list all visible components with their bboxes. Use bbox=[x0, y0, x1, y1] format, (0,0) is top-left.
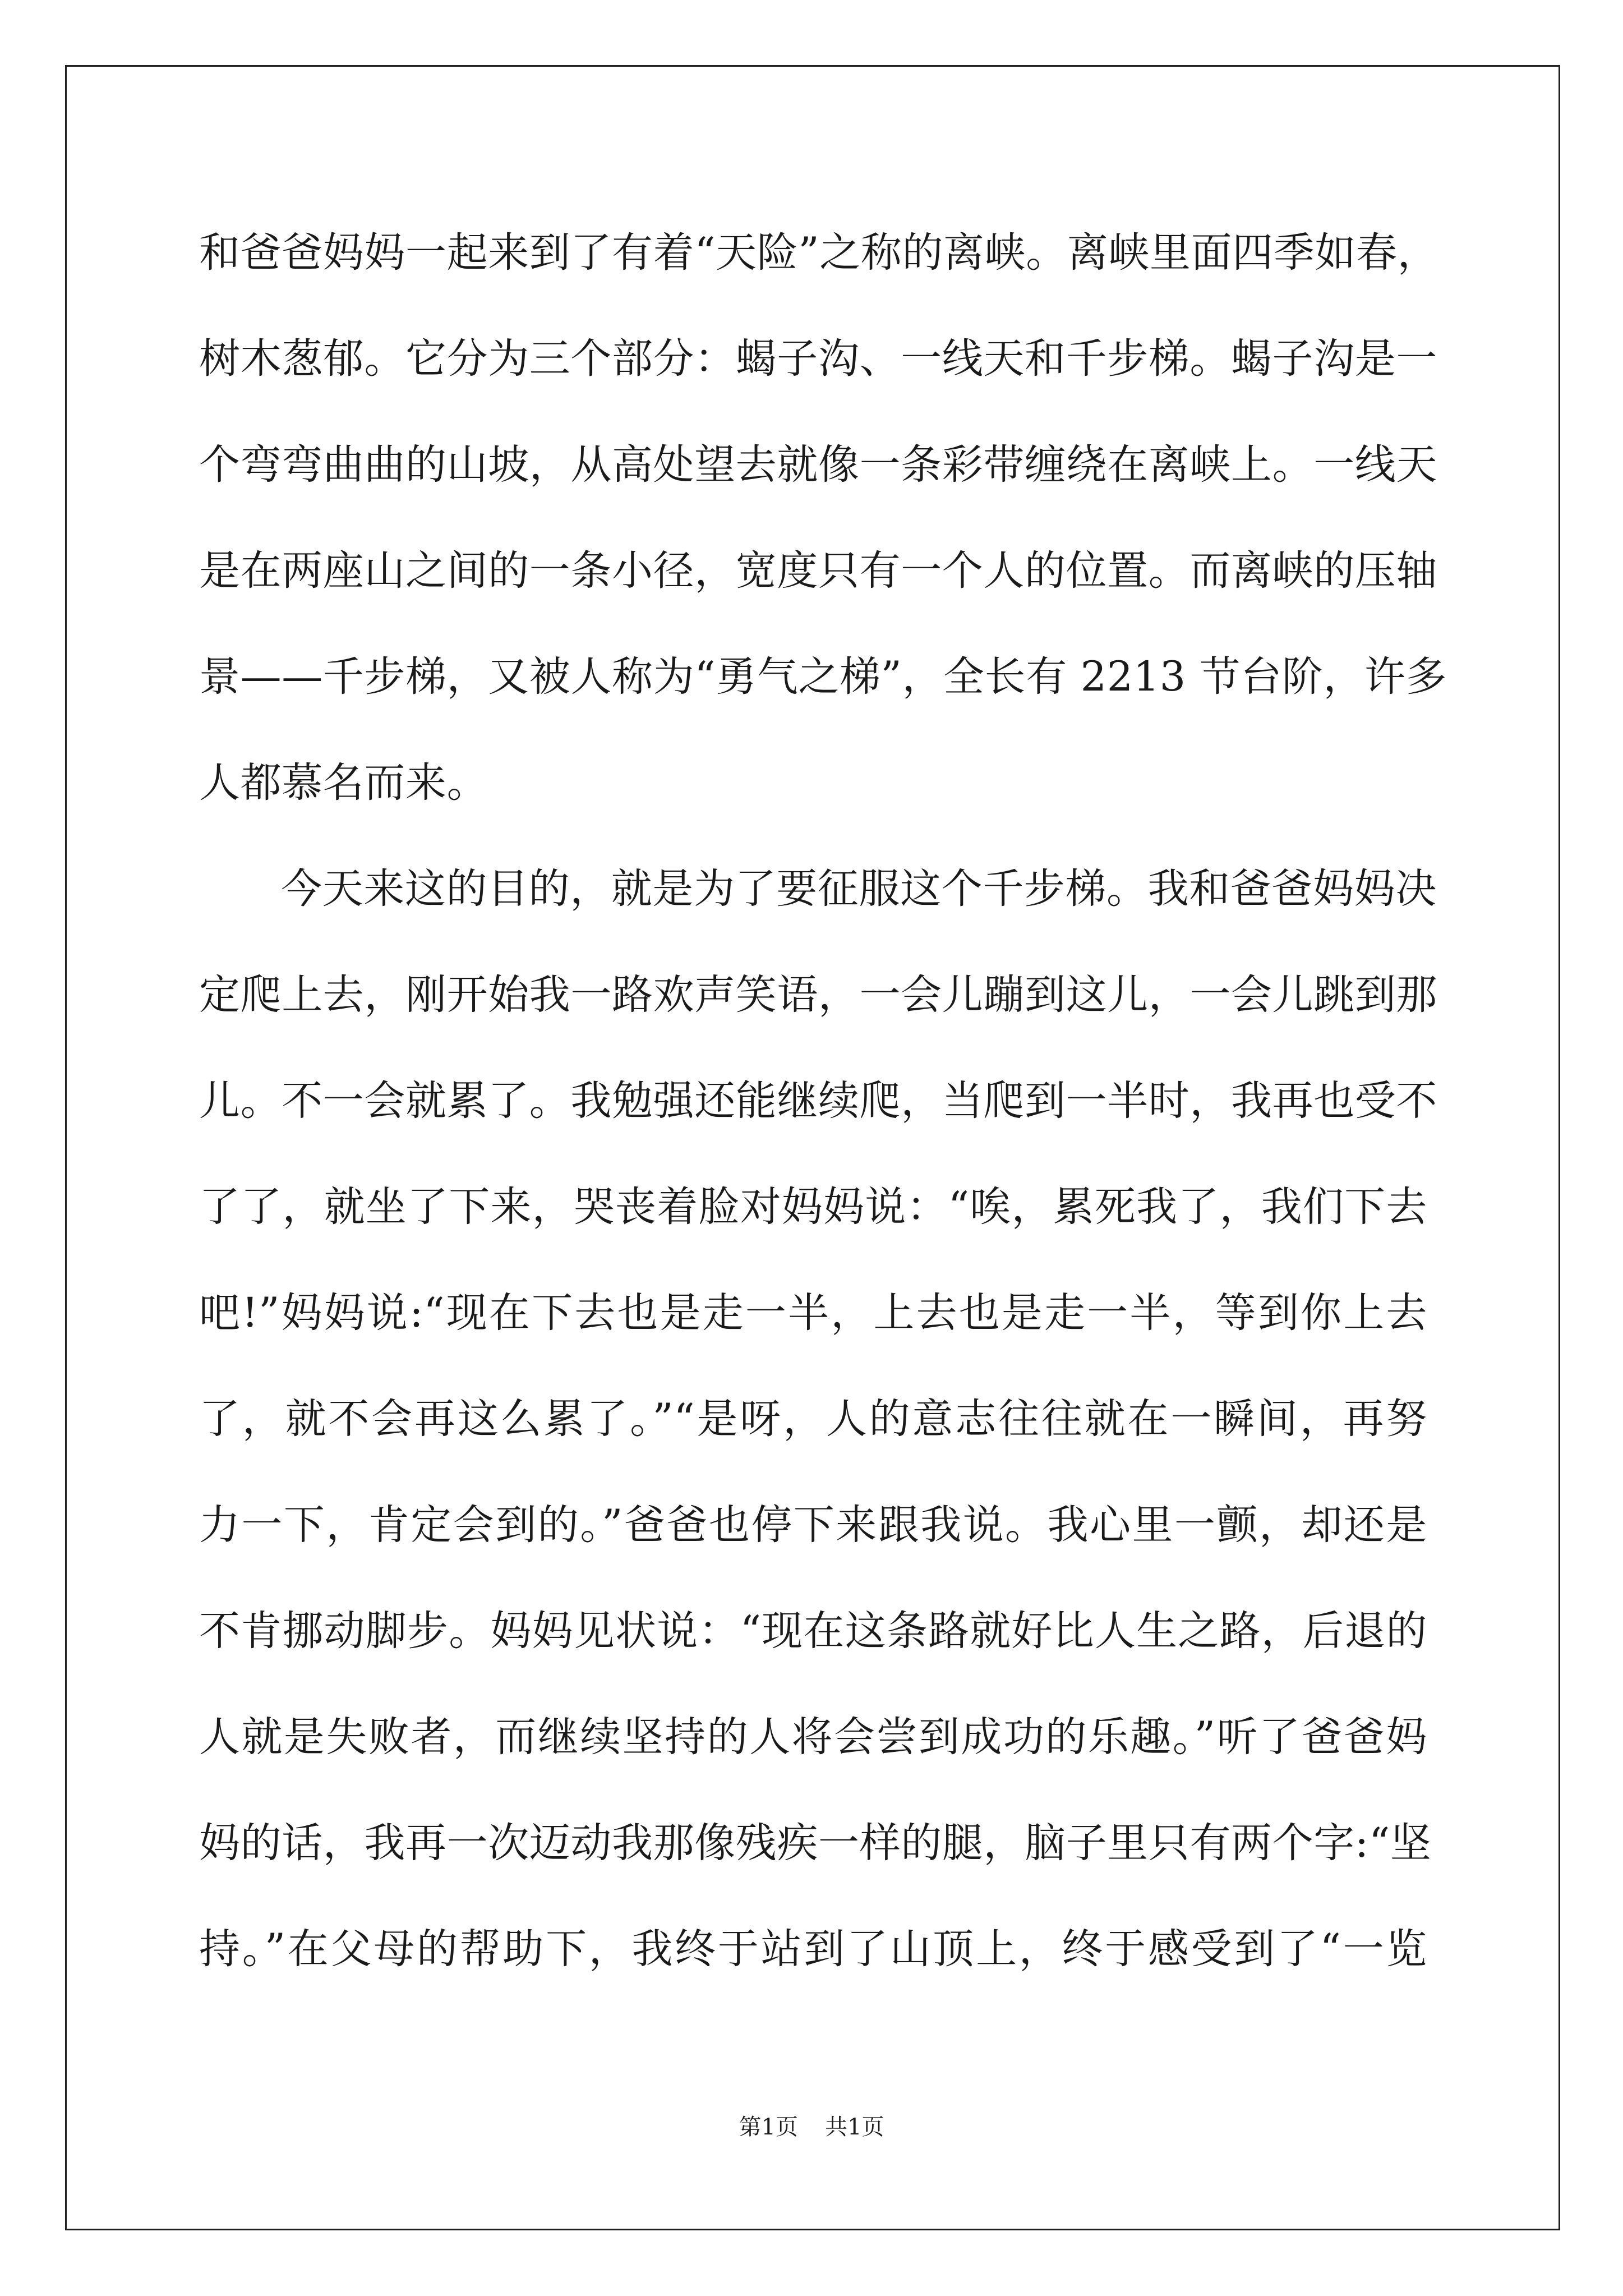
text-line: 了了，就坐了下来，哭丧着脸对妈妈说：“唉，累死我了，我们下去 bbox=[199, 1183, 1427, 1231]
page-number-current: 第1页 bbox=[739, 2114, 798, 2140]
text-line: 不肯挪动脚步。妈妈见状说：“现在这条路就好比人生之路，后退的 bbox=[199, 1607, 1427, 1655]
text-line: 个弯弯曲曲的山坡，从高处望去就像一条彩带缠绕在离峡上。一线天 bbox=[199, 441, 1437, 489]
text-line: 持。”在父母的帮助下，我终于站到了山顶上，终于感受到了“一览 bbox=[199, 1925, 1427, 1973]
text-line: 和爸爸妈妈一起来到了有着“天险”之称的离峡。离峡里面四季如春， bbox=[199, 229, 1439, 277]
page-number-total: 共1页 bbox=[825, 2114, 884, 2140]
text-line: 树木葱郁。它分为三个部分：蝎子沟、一线天和千步梯。蝎子沟是一 bbox=[199, 335, 1437, 383]
text-line: 定爬上去，刚开始我一路欢声笑语，一会儿蹦到这儿，一会儿跳到那 bbox=[199, 971, 1437, 1019]
text-line: 人就是失败者，而继续坚持的人将会尝到成功的乐趣。”听了爸爸妈 bbox=[199, 1713, 1427, 1761]
text-line: 妈的话，我再一次迈动我那像残疾一样的腿，脑子里只有两个字:“坚 bbox=[199, 1819, 1432, 1867]
text-line: 人都慕名而来。 bbox=[199, 759, 488, 807]
text-line: 力一下，肯定会到的。”爸爸也停下来跟我说。我心里一颤，却还是 bbox=[199, 1501, 1427, 1549]
text-line-indented: 今天来这的目的，就是为了要征服这个千步梯。我和爸爸妈妈决 bbox=[281, 865, 1437, 913]
text-line: 景——千步梯，又被人称为“勇气之梯”，全长有 2213 节台阶，许多 bbox=[199, 653, 1447, 701]
text-line: 是在两座山之间的一条小径，宽度只有一个人的位置。而离峡的压轴 bbox=[199, 547, 1437, 595]
text-line: 了，就不会再这么累了。”“是呀，人的意志往往就在一瞬间，再努 bbox=[199, 1395, 1427, 1443]
text-line: 儿。不一会就累了。我勉强还能继续爬，当爬到一半时，我再也受不 bbox=[199, 1077, 1437, 1125]
text-line: 吧!”妈妈说:“现在下去也是走一半，上去也是走一半，等到你上去 bbox=[199, 1289, 1427, 1337]
document-body bbox=[199, 200, 1447, 2002]
page-footer bbox=[0, 2110, 1623, 2144]
